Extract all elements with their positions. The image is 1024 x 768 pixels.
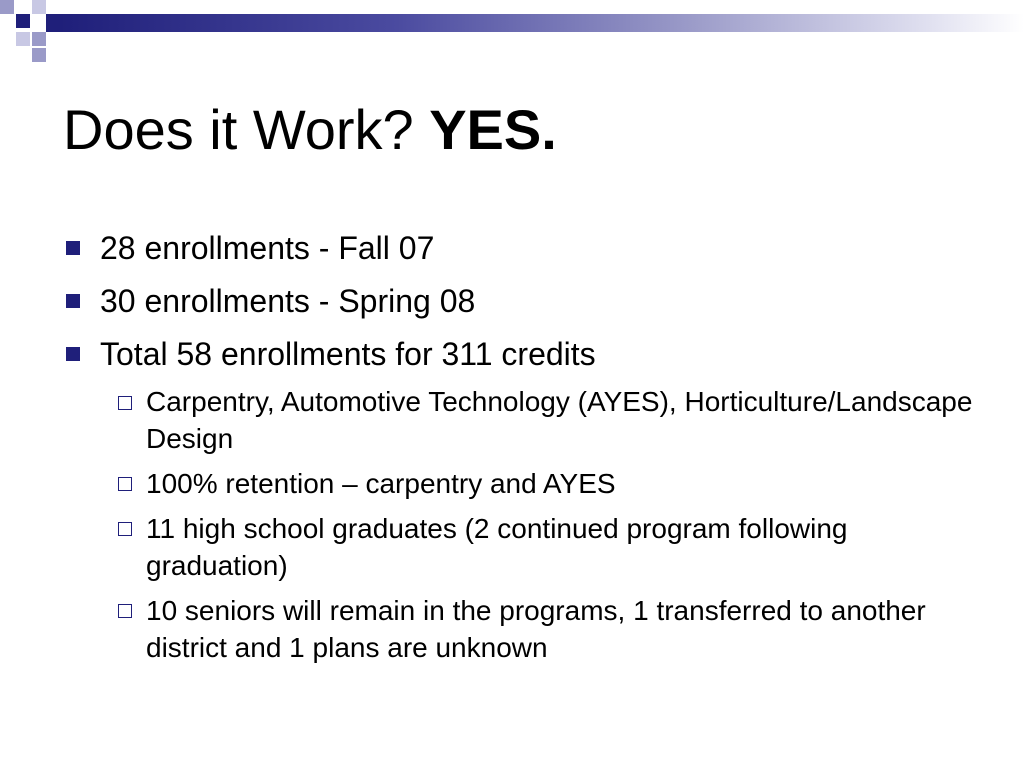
hollow-square-bullet-icon (118, 522, 132, 536)
sub-bullet-item: 11 high school graduates (2 continued program following graduation) (146, 513, 848, 581)
square-bullet-icon (66, 241, 80, 255)
hollow-square-bullet-icon (118, 396, 132, 410)
title-emphasis: YES. (429, 98, 557, 161)
sub-bullet-item: 10 seniors will remain in the programs, 1 transferred to another district and 1 plans are unknown (146, 595, 926, 663)
bullet-item: 28 enrollments - Fall 07 (100, 230, 435, 266)
title-main: Does it Work? (63, 98, 430, 161)
bullet-item: Total 58 enrollments for 311 credits (100, 336, 596, 372)
square-bullet-icon (66, 294, 80, 308)
hollow-square-bullet-icon (118, 477, 132, 491)
bullet-item: 30 enrollments - Spring 08 (100, 283, 476, 319)
square-bullet-icon (66, 347, 80, 361)
sub-bullet-item: Carpentry, Automotive Technology (AYES), Horticulture/Landscape Design (146, 386, 973, 454)
sub-bullet-item: 100% retention – carpentry and AYES (146, 468, 616, 499)
hollow-square-bullet-icon (118, 604, 132, 618)
